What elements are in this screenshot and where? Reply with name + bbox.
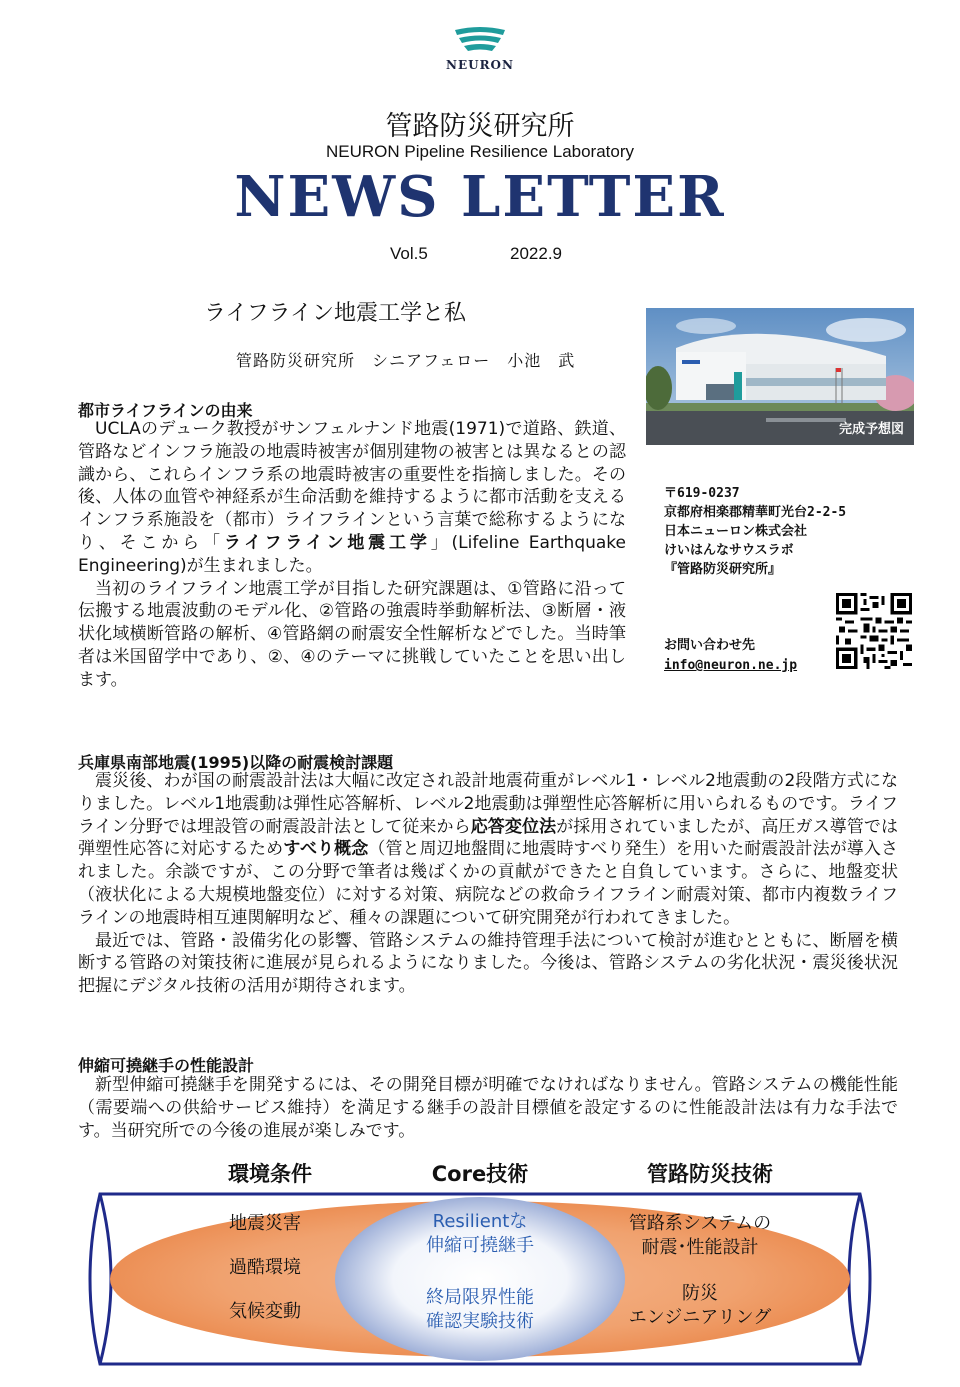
right-text: 防災 <box>682 1283 718 1304</box>
building-rendering <box>646 308 914 445</box>
contact-block <box>664 636 797 676</box>
bold-term: ライフライン地震工学 <box>223 532 431 553</box>
right-item-design <box>600 1212 800 1260</box>
address-line: 京都府相楽郡精華町光台2-2-5 <box>664 505 847 520</box>
diagram-label-core: Core技術 <box>431 1162 529 1186</box>
section-body-joint-design <box>78 1074 898 1142</box>
address-line: けいはんなサウスラボ <box>664 543 794 558</box>
text-span: （管と周辺地盤間に地震時すべり発生）を用いた耐震設計法が導入されました。余談ですが、この分野で筆者は幾ばくかの貢献ができたと自負しています。さらに、地盤変状（液状化による大規模地盤変位）に対する対策、病院などの救命ライフライン耐震対策、都市内複数ライフラインの地震時相互連関解明など、種々の課題について研究開発が行われてきました。 <box>78 839 898 928</box>
contact-email-link[interactable]: info@neuron.ne.jp <box>664 658 798 673</box>
neuron-logo-icon <box>453 26 507 56</box>
text-span: UCLAのデューク教授がサンフェルナンド地震(1971)で道路、鉄道、管路などインフラ施設の地震時被害が個別建物の被害とは異なるとの認識から、これらインフラ系の地震時被害の重要性を指摘しました。その後、人体の血管や神経系が生命活動を維持するように都市活動を支えるインフラ系施設を（都市）ライフラインという言葉で総称するようになり、そこから「 <box>78 419 626 553</box>
qr-code-icon <box>836 593 912 669</box>
volume-number: Vol.5 <box>390 244 428 263</box>
bold-term: 応答変位法 <box>470 816 557 837</box>
paragraph: 当初のライフライン地震工学が目指した研究課題は、①管路に沿って伝搬する地震波動のモデル化、②管路の強震時挙動解析法、③断層・液状化域横断管路の解析、④管路網の耐震安全性解析などでした。当時筆者は米国留学中であり、②、④のテーマに挑戦していたことを思い出します。 <box>78 578 626 690</box>
section-heading-joint-design: 伸縮可撓継手の性能設計 <box>78 1056 255 1075</box>
logo-text: NEURON <box>446 58 514 72</box>
diagram-label-environment: 環境条件 <box>228 1162 312 1186</box>
pipe-diagram <box>80 1184 880 1374</box>
issue-date: 2022.9 <box>510 244 562 263</box>
left-item: 気候変動 <box>229 1301 301 1322</box>
paragraph: 新型伸縮可撓継手を開発するには、その開発目標が明確でなければなりません。管路システムの機能性能（需要端への供給サービス維持）を満足する継手の設計目標値を設定するのに性能設計法は有力な手法です。当研究所での今後の進展が楽しみです。 <box>78 1075 898 1141</box>
core-tech-test <box>380 1286 580 1334</box>
section-heading-urban-lifeline: 都市ライフラインの由来 <box>78 401 253 420</box>
core-text: 確認実験技術 <box>426 1311 534 1332</box>
right-text: 耐震･性能設計 <box>641 1237 759 1258</box>
address-line: 日本ニューロン株式会社 <box>664 524 808 539</box>
paragraph: 最近では、管路・設備劣化の影響、管路システムの維持管理手法について検討が進むとともに、断層を横断する管路の対策技術に進展が見られるようになりました。今後は、管路システムの劣化状況・震災後状況把握にデジタル技術の活用が期待されます。 <box>78 930 898 997</box>
bold-term: すべり概念 <box>283 839 369 860</box>
contact-label: お問い合わせ先 <box>664 638 756 653</box>
qr-code[interactable] <box>836 593 912 669</box>
address-block <box>664 484 846 579</box>
article-author: 管路防災研究所 シニアフェロー 小池 武 <box>236 351 576 370</box>
org-name-jp: 管路防災研究所 <box>385 111 575 142</box>
right-text: エンジニアリング <box>628 1307 772 1328</box>
text-span: 震災後、わが国の耐震設計法は大幅に改定され設計地震荷重がレベル1・レベル2地震動の2段階方式になりました。レベル1地震動は弾性応答解析、レベル2地震動は弾塑性応答解析に用いられるものです。ライフライン分野では埋設管の耐震設計法として従来から <box>78 771 898 837</box>
address-line: 『管路防災研究所』 <box>664 562 782 577</box>
text-span: 」(Lifeline Earthquake Engineering)が生まれました。 <box>78 532 626 576</box>
address-line: 〒619-0237 <box>664 486 740 501</box>
neuron-logo <box>420 26 540 72</box>
core-text: 伸縮可撓継手 <box>426 1235 534 1256</box>
right-item-engineering <box>600 1282 800 1330</box>
org-name-en: NEURON Pipeline Resilience Laboratory <box>325 142 635 161</box>
left-item: 地震災害 <box>229 1213 301 1234</box>
diagram-label-disaster-tech: 管路防災技術 <box>647 1162 773 1186</box>
section-body-urban-lifeline <box>78 418 626 692</box>
section-body-hyogo-earthquake <box>78 770 898 998</box>
core-text: 終局限界性能 <box>426 1287 534 1308</box>
core-text: Resilientな <box>432 1211 528 1232</box>
section-heading-hyogo-earthquake: 兵庫県南部地震(1995)以降の耐震検討課題 <box>78 753 394 772</box>
left-item: 過酷環境 <box>229 1257 301 1278</box>
photo-caption: 完成予想図 <box>838 422 904 437</box>
newsletter-title: NEWS LETTER <box>234 164 726 230</box>
paragraph <box>78 418 626 578</box>
article-title: ライフライン地震工学と私 <box>204 301 467 326</box>
text-span: が採用されていましたが、高圧ガス導管では弾塑性応答に対応するため <box>78 816 899 860</box>
paragraph <box>78 770 898 930</box>
core-tech-joint <box>380 1210 580 1258</box>
right-text: 管路系システムの <box>628 1213 772 1234</box>
